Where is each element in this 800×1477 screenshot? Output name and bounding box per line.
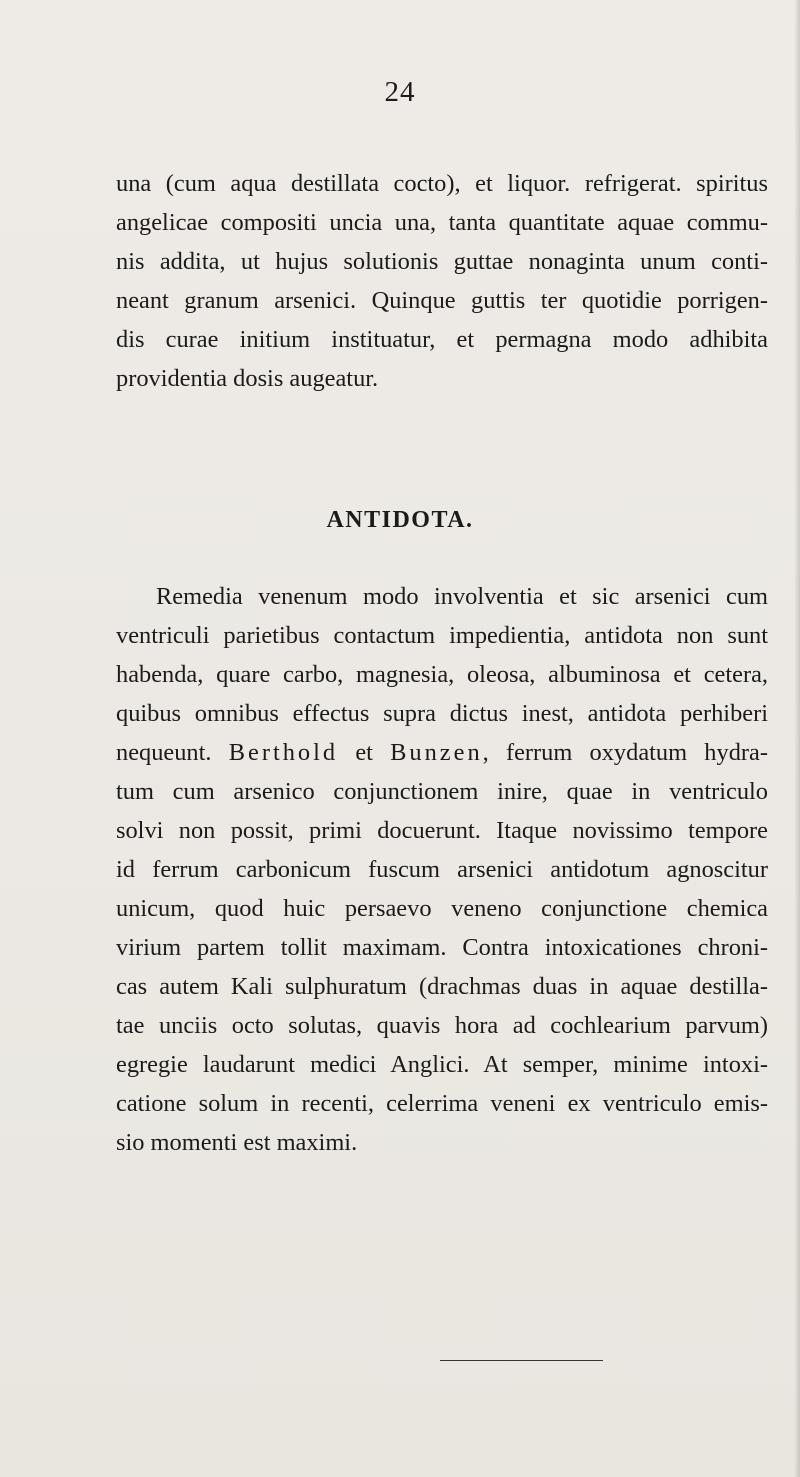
text-line: sio momenti est maximi.	[116, 1129, 358, 1156]
text-line: tae unciis octo solutas, quavis hora ad cochlearium parvum)	[116, 1012, 768, 1039]
text-line: cas autem Kali sulphuratum (drachmas duas in aquae destilla-	[116, 973, 768, 1000]
text-line: virium partem tollit maximam. Contra intoxicationes chroni-	[116, 934, 768, 961]
text-line: unicum, quod huic persaevo veneno conjunctione chemica	[116, 895, 768, 922]
text-line: angelicae compositi uncia una, tanta quantitate aquae commu-	[116, 209, 768, 236]
page-edge-shadow	[794, 0, 800, 1477]
text-line: habenda, quare carbo, magnesia, oleosa, albuminosa et cetera,	[116, 661, 768, 688]
text-line: egregie laudarunt medici Anglici. At semper, minime intoxi-	[116, 1051, 768, 1078]
text-fragment: ferrum oxydatum hydra-	[505, 739, 768, 766]
text-line: Remedia venenum modo involventia et sic arsenici cum	[156, 583, 768, 610]
text-line-with-names: nequeunt. Berthold et Bunzen, ferrum oxydatum hydra-	[116, 739, 768, 766]
text-line: nis addita, ut hujus solutionis guttae nonaginta unum conti-	[116, 248, 768, 275]
text-line: quibus omnibus effectus supra dictus inest, antidota perhiberi	[116, 700, 768, 727]
text-line: neant granum arsenici. Quinque guttis ter quotidie porrigen-	[116, 287, 768, 314]
conjunction-word: et	[355, 739, 373, 766]
text-fragment: nequeunt.	[116, 739, 212, 766]
page-number: 24	[384, 76, 416, 108]
text-line: providentia dosis augeatur.	[116, 365, 379, 392]
paragraph-dosage	[116, 164, 768, 398]
text-line: solvi non possit, primi docuerunt. Itaque novissimo tempore	[116, 817, 768, 844]
section-end-rule	[440, 1360, 603, 1361]
text-line: tum cum arsenico conjunctionem inire, quae in ventriculo	[116, 778, 768, 805]
text-line: catione solum in recenti, celerrima veneni ex ventriculo emis-	[116, 1090, 768, 1117]
text-line: una (cum aqua destillata cocto), et liquor. refrigerat. spiritus	[116, 170, 768, 197]
text-line: ventriculi parietibus contactum impedientia, antidota non sunt	[116, 622, 768, 649]
author-name-berthold: Berthold	[228, 739, 339, 766]
section-heading: ANTIDOTA.	[326, 507, 474, 533]
author-name-bunzen: Bunzen	[390, 739, 483, 766]
text-line: dis curae initium instituatur, et permagna modo adhibita	[116, 326, 768, 353]
paragraph-antidota	[116, 577, 768, 1162]
text-line: id ferrum carbonicum fuscum arsenici antidotum agnoscitur	[116, 856, 768, 883]
